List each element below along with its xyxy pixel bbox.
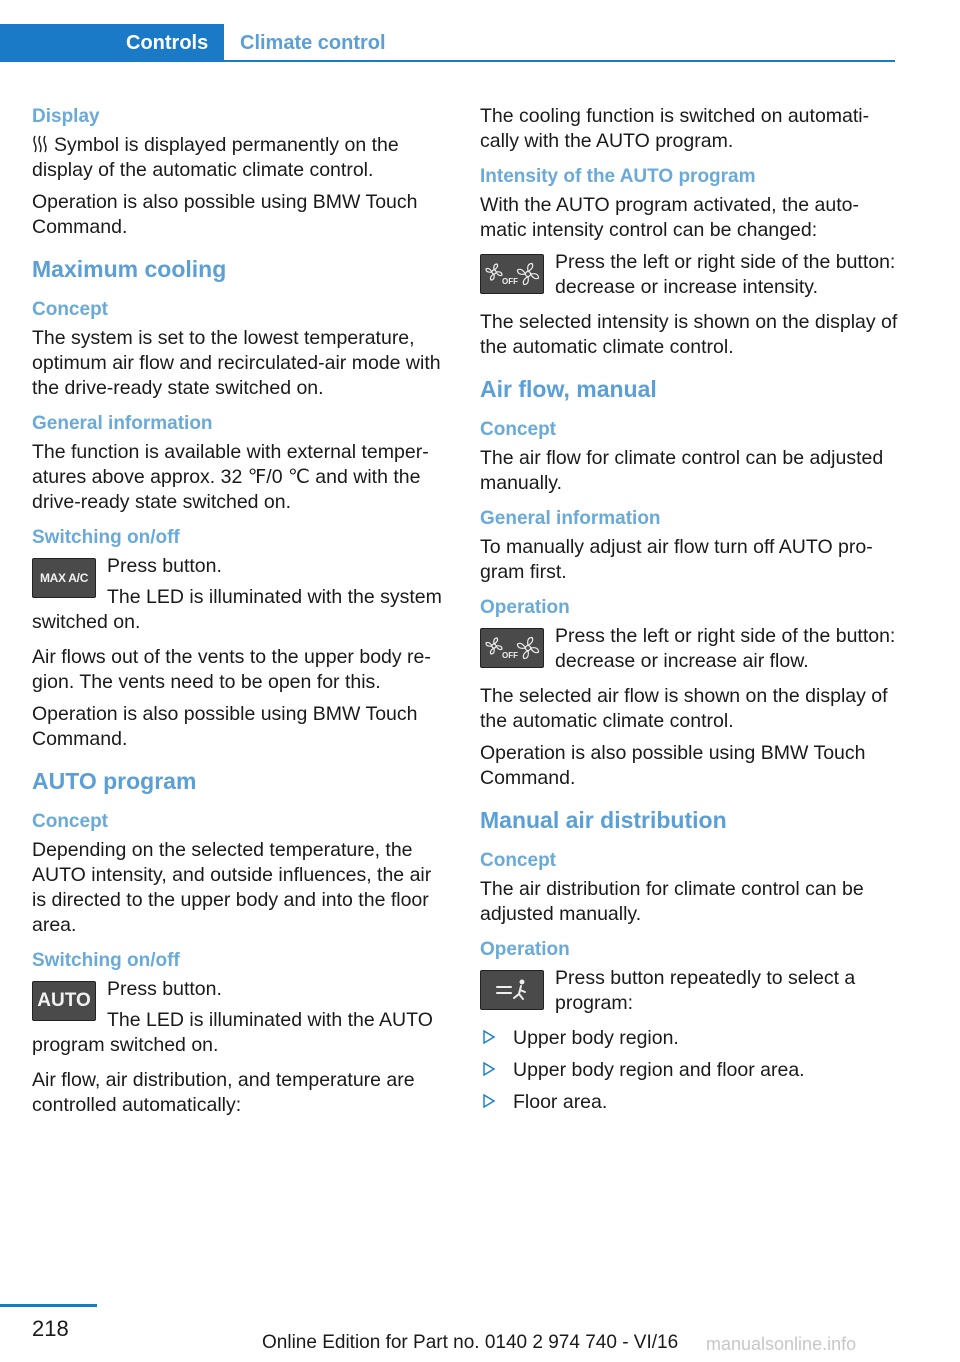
max-general-text: The function is available with external temperatures above approx. 32 ℉/0 ℃ and with the drive-ready state switched on. xyxy=(32,441,429,513)
max-touch-text: Operation is also possible using BMW Touch Command. xyxy=(32,703,418,750)
display-symbol-text: Symbol is displayed permanently on the display of the automatic climate control. xyxy=(32,134,399,181)
fan-button-icon-2 xyxy=(480,628,544,668)
maxac-press-text: Press button. xyxy=(107,555,222,577)
triangle-bullet-icon xyxy=(482,1062,496,1076)
distribution-concept-text: The air distribution for climate control can be adjusted manually. xyxy=(480,878,864,925)
display-touch-text: Operation is also possible using BMW Touch Command. xyxy=(32,191,418,238)
right-column xyxy=(480,100,898,1122)
display-symbol-paragraph xyxy=(32,133,450,183)
fan-icon xyxy=(482,256,542,292)
auto-controlled-text: Air flow, air distribution, and temperature are controlled automatically: xyxy=(32,1069,415,1116)
intensity-text: With the AUTO program activated, the automatic intensity control can be changed: xyxy=(480,194,859,241)
intensity-heading: Intensity of the AUTO program xyxy=(480,166,756,187)
rear-window-heat-icon xyxy=(32,135,48,153)
edition-text: Online Edition for Part no. 0140 2 974 740 - VI/16 xyxy=(262,1332,679,1353)
max-switching-heading: Switching on/off xyxy=(32,527,180,548)
fan-button-icon xyxy=(480,254,544,294)
airflow-manual-title: Air flow, manual xyxy=(480,376,657,402)
maxac-instruction xyxy=(32,554,450,641)
page-number: 218 xyxy=(32,1316,69,1341)
distribution-concept-heading: Concept xyxy=(480,850,556,871)
airflow-general-heading: General information xyxy=(480,508,661,529)
airflow-instruction xyxy=(480,624,898,680)
auto-switching-heading: Switching on/off xyxy=(32,950,180,971)
auto-program-title: AUTO program xyxy=(32,768,197,794)
footer-rule xyxy=(0,1304,97,1307)
header-rule xyxy=(0,60,895,62)
distribution-press-text: Press button repeatedly to select a program: xyxy=(555,967,856,1014)
intensity-display-text: The selected intensity is shown on the display of the automatic climate control. xyxy=(480,311,898,358)
max-cooling-title: Maximum cooling xyxy=(32,256,227,282)
intensity-instruction xyxy=(480,250,898,306)
svg-text:OFF: OFF xyxy=(502,277,518,286)
display-heading: Display xyxy=(32,106,100,127)
tab-climate-control[interactable]: Climate control xyxy=(240,32,386,54)
airflow-touch-text: Operation is also possible using BMW Touch Command. xyxy=(480,742,866,789)
airflow-display-text: The selected air flow is shown on the display of the automatic climate control. xyxy=(480,685,888,732)
auto-press-text: Press button. xyxy=(107,978,222,1000)
intensity-press-text: Press the left or right side of the button: decrease or increase intensity. xyxy=(555,251,896,298)
cooling-auto-text: The cooling function is switched on automatically with the AUTO program. xyxy=(480,105,870,152)
distribution-title: Manual air distribution xyxy=(480,807,727,833)
svg-text:OFF: OFF xyxy=(502,651,518,660)
air-flows-text: Air flows out of the vents to the upper body region. The vents need to be open for this. xyxy=(32,646,431,693)
list-item: Floor area. xyxy=(480,1090,898,1115)
airflow-press-text: Press the left or right side of the button: decrease or increase air flow. xyxy=(555,625,896,672)
max-ac-button-icon: MAX A/C xyxy=(32,558,96,598)
maxac-led-text: The LED is illuminated with the system switched on. xyxy=(32,586,442,633)
tab-controls[interactable]: Controls xyxy=(0,24,224,61)
max-concept-text: The system is set to the lowest temperature, optimum air flow and recirculated-air mode with the drive-ready state switched on. xyxy=(32,327,441,399)
airflow-general-text: To manually adjust air flow turn off AUTO program first. xyxy=(480,536,873,583)
airflow-operation-heading: Operation xyxy=(480,597,570,618)
list-item: Upper body region. xyxy=(480,1026,898,1051)
air-distribution-button-icon xyxy=(480,970,544,1010)
left-column xyxy=(32,100,450,1125)
list-item: Upper body region and floor area. xyxy=(480,1058,898,1083)
airflow-concept-heading: Concept xyxy=(480,419,556,440)
auto-button-icon: AUTO xyxy=(32,981,96,1021)
airflow-concept-text: The air flow for climate control can be adjusted manually. xyxy=(480,447,884,494)
distribution-operation-heading: Operation xyxy=(480,939,570,960)
auto-instruction xyxy=(32,977,450,1064)
max-general-heading: General information xyxy=(32,413,213,434)
watermark: manualsonline.info xyxy=(706,1334,857,1354)
distribution-program-list xyxy=(480,1026,898,1115)
auto-concept-heading: Concept xyxy=(32,811,108,832)
distribution-instruction xyxy=(480,966,898,1022)
triangle-bullet-icon xyxy=(482,1030,496,1044)
fan-icon-2 xyxy=(482,630,542,666)
auto-concept-text: Depending on the selected temperature, the AUTO intensity, and outside influences, the air is directed to the upper body and into the floor area. xyxy=(32,839,432,936)
auto-led-text: The LED is illuminated with the AUTO program switched on. xyxy=(32,1009,433,1056)
air-distribution-icon xyxy=(487,975,537,1005)
triangle-bullet-icon xyxy=(482,1094,496,1108)
max-concept-heading: Concept xyxy=(32,299,108,320)
